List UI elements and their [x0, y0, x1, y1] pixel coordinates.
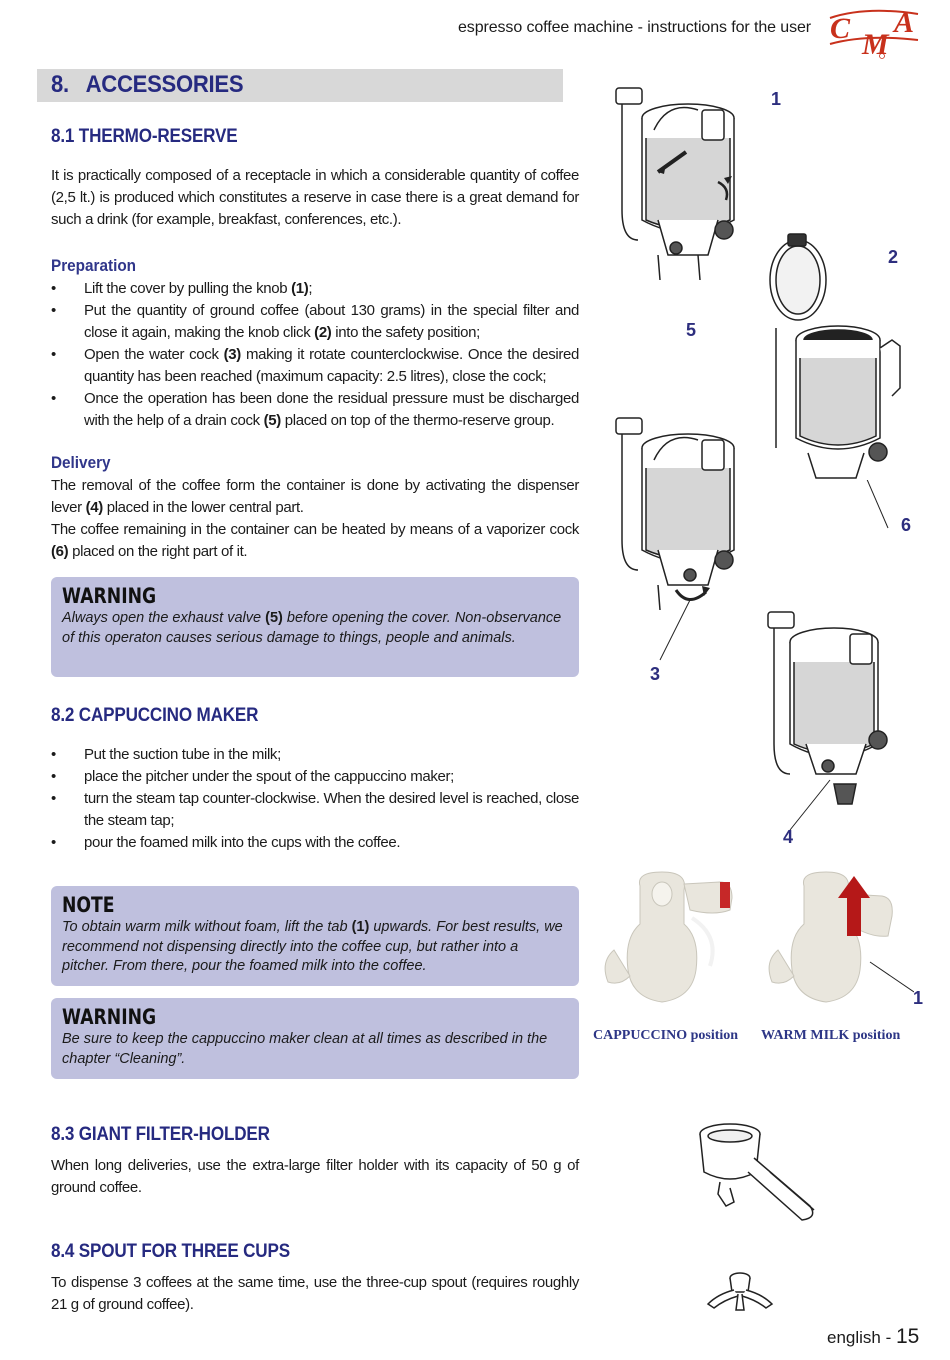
- list-item: • Lift the cover by pulling the knob (1);: [51, 278, 579, 300]
- preparation-list: [51, 278, 579, 432]
- preparation-heading: Preparation: [51, 256, 137, 275]
- callout-leader-lines: [640, 480, 930, 860]
- callout-6: 6: [901, 515, 912, 535]
- thermo-heading: 8.1 THERMO-RESERVE: [51, 126, 238, 147]
- three-cup-spout-illustration: [700, 1264, 780, 1324]
- caption-warm-milk-position: WARM MILK position: [761, 1028, 901, 1043]
- warning-text: Always open the exhaust valve (5) before opening the cover. Non-observance of this operaton causes serious damage to things, people and animals.: [62, 610, 562, 646]
- cma-logo: [826, 4, 922, 60]
- giant-filter-holder-illustration: [690, 1110, 840, 1230]
- warning-text: Be sure to keep the cappuccino maker clean at all times as described in the chapter “Cleaning”.: [62, 1031, 548, 1067]
- list-item: • turn the steam tap counter-clockwise. When the desired level is reached, close the steam tap;: [51, 788, 579, 832]
- callout-5: 5: [686, 320, 697, 340]
- spout-heading: 8.4 SPOUT FOR THREE CUPS: [51, 1241, 290, 1262]
- svg-text:A: A: [894, 6, 915, 39]
- warning-title: WARNING: [62, 584, 157, 608]
- filter-heading: 8.3 GIANT FILTER-HOLDER: [51, 1124, 270, 1145]
- note-box: [51, 886, 579, 986]
- header-title: espresso coffee machine - instructions for the user: [458, 19, 812, 36]
- cappuccino-warning-box: [51, 998, 579, 1079]
- warning-title: WARNING: [62, 1005, 157, 1029]
- section-title: [51, 71, 243, 99]
- list-item: • place the pitcher under the spout of the cappuccino maker;: [51, 766, 579, 788]
- note-text: To obtain warm milk without foam, lift the tab (1) upwards. For best results, we recommend not dispensing directly into the coffee cup, but rather into a pitcher. From there, pour the foamed milk into the coffee.: [62, 919, 563, 974]
- cappuccino-list: [51, 744, 579, 854]
- callout-4: 4: [783, 827, 794, 847]
- callout-3: 3: [650, 664, 661, 684]
- section-number: 8.: [51, 71, 69, 98]
- list-item: • Open the water cock (3) making it rotate counterclockwise. Once the desired quantity has been reached (maximum capacity: 2.5 litres), close the cock;: [51, 344, 579, 388]
- delivery-text: The removal of the coffee form the container is done by activating the dispenser lever (4) placed in the lower central part. The coffee remaining in the container can be heated by means of a vaporizer cock (6) placed on the right part of it.: [51, 477, 579, 560]
- list-item: • Put the suction tube in the milk;: [51, 744, 579, 766]
- caption-cappuccino-position: CAPPUCCINO position: [593, 1028, 739, 1043]
- cappuccino-heading: 8.2 CAPPUCCINO MAKER: [51, 705, 259, 726]
- delivery-heading: Delivery: [51, 453, 111, 472]
- svg-text:C: C: [830, 12, 851, 45]
- thermo-reserve-figure-2: [760, 228, 910, 498]
- page-number: 15: [895, 1325, 920, 1348]
- list-item: • pour the foamed milk into the cups with the coffee.: [51, 832, 579, 854]
- thermo-reserve-figure-1: [598, 70, 778, 290]
- warm-milk-position-photo: [764, 866, 914, 1016]
- footer-language: english -: [827, 1328, 896, 1347]
- spout-text: To dispense 3 coffees at the same time, use the three-cup spout (requires roughly 21 g of ground coffee).: [51, 1274, 579, 1313]
- thermo-intro: It is practically composed of a receptacle in which a considerable quantity of coffee (2,5 lt.) is produced which constitutes a reserve in case there is a great demand for such a drink (for example, breakfast, conferences, etc.).: [51, 167, 579, 228]
- cappuccino-callout-1: 1: [913, 988, 924, 1008]
- cappuccino-position-photo: [600, 866, 750, 1016]
- page-footer: [827, 1325, 919, 1349]
- section-title-bar: [37, 69, 563, 102]
- callout-2: 2: [888, 247, 899, 267]
- section-title-text: ACCESSORIES: [85, 71, 244, 98]
- thermo-warning-box: [51, 577, 579, 677]
- list-item: • Put the quantity of ground coffee (about 130 grams) in the special filter and close it again, making the knob click (2) into the safety position;: [51, 300, 579, 344]
- note-title: NOTE: [62, 893, 115, 917]
- callout-1: 1: [771, 89, 782, 109]
- list-item: • Once the operation has been done the residual pressure must be discharged with the help of a drain cock (5) placed on top of the thermo-reserve group.: [51, 388, 579, 432]
- filter-text: When long deliveries, use the extra-large filter holder with its capacity of 50 g of ground coffee.: [51, 1157, 579, 1196]
- svg-text:M: M: [862, 28, 889, 60]
